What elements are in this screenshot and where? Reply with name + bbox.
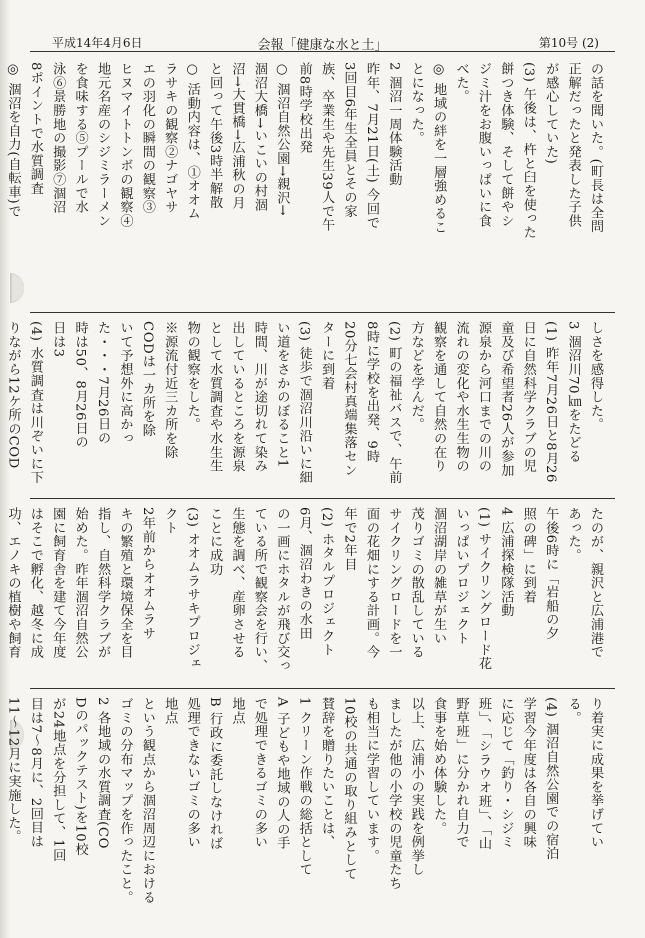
text-line: CODは一カ所を除	[139, 321, 155, 438]
text-line: 日に自然科学クラブの児	[520, 321, 536, 473]
text-line: サイクリングロードを一	[386, 507, 402, 659]
text-line	[0, 62, 1, 306]
text-line: 2 涸沼一周体験活動	[386, 62, 402, 187]
text-line: ている所で観察会を行い、	[251, 507, 267, 673]
text-line: 面の花畑にする計画。今	[363, 507, 379, 659]
text-line	[0, 697, 1, 932]
text-line: 昨年、7月21日(土) 今回で	[363, 62, 379, 230]
text-line: 族、卒業生や先生39人で午	[319, 62, 335, 232]
text-line: 年で2年目	[341, 507, 357, 572]
text-line: キの繁殖と環境保全を目	[117, 507, 133, 659]
text-line: 沼→大貫橋→広浦秋の月	[229, 62, 245, 210]
text-line: 前8時学校出発	[296, 62, 312, 154]
text-line: 茂りゴミの散乱している	[408, 507, 424, 659]
text-line: 10校の共通の取り組みとして	[341, 697, 357, 881]
text-line: た・・・7月26日の	[95, 321, 111, 445]
page-header	[30, 30, 615, 52]
text-line: 功、エノキの植樹や飼育	[5, 507, 21, 659]
text-line: (2) ホタルプロジェクト	[319, 507, 335, 657]
text-line: (1) 昨年7月26日と8月26	[543, 321, 559, 484]
text-line: (1) サイクリングロード花	[475, 507, 491, 671]
text-line: ◎ 涸沼を自力(自転車)で	[5, 62, 21, 219]
text-line: 観察を通して自然の在り	[431, 321, 447, 473]
text-tier-1	[5, 62, 606, 306]
text-line: ヒヌマイトトンボの観察④	[117, 62, 133, 228]
text-line: の話を聞いた。(町長は全問	[588, 62, 603, 234]
text-line	[0, 507, 1, 682]
text-line: 目は7～8月に、2回目は	[27, 697, 43, 849]
text-line: 食事を始め体験した。	[431, 697, 447, 835]
text-line: 賛辞を贈りたいことは、	[319, 697, 335, 849]
text-line: 地元名産のシジミラーメン	[95, 62, 111, 228]
text-line: 日は3	[50, 321, 66, 358]
header-rule	[30, 51, 615, 52]
text-line: として水質調査や水生生	[207, 321, 223, 473]
text-line: に応じて「釣り・シジミ	[498, 697, 514, 849]
text-line: 涸沼湖岸の雑草が生い	[431, 507, 447, 645]
text-line: の一画にホタルが飛び交っ	[274, 507, 290, 673]
text-line: Dのパックテスト)を10校	[72, 697, 88, 857]
header-date: 平成14年4月6日	[52, 36, 143, 50]
text-line: 指し、自然科学クラブが	[95, 507, 111, 659]
text-line: と回って午後3時半解散	[207, 62, 223, 209]
text-line: しさを感得した。	[588, 321, 603, 432]
text-line: 午後6時に「岩船の夕	[543, 507, 559, 641]
text-line: 始めた。昨年涸沼自然公	[72, 507, 88, 659]
header-issue: 第10号 (2)	[538, 36, 599, 50]
text-line: 泳⑥景勝地の撮影⑦涸沼	[50, 62, 66, 214]
text-tier-4	[5, 697, 606, 932]
text-line: 以上、広浦小の実践を例挙し	[408, 697, 424, 877]
text-line: 童及び希望者26人が参加	[498, 321, 514, 477]
text-line: (4) 涸沼自然公園での宿泊	[543, 697, 559, 861]
text-line: はそこで孵化、越冬に成	[27, 507, 43, 659]
text-line: り着実に成果を挙げてい	[588, 697, 603, 849]
text-line: 園に飼育舎を建て今年度	[50, 507, 66, 659]
text-line: も相当に学習しています。	[363, 697, 379, 863]
text-line: 出しているところを源泉	[229, 321, 245, 473]
text-line: ジミ汁をお腹いっぱいに食	[475, 62, 491, 228]
text-line: で処理できるゴミの多い	[251, 697, 267, 849]
text-tier-3	[5, 507, 606, 682]
text-line: 11～12月に実施した。	[5, 697, 21, 844]
text-line: 3回目6年生全員とその家	[341, 62, 357, 218]
text-line: 8時に学校を出発、9時	[363, 321, 379, 464]
text-line: 涸沼大橋→いこいの村涸	[251, 62, 267, 212]
text-line: B 行政に委託しなければ	[207, 697, 223, 851]
text-line: りながら12ケ所のCOD	[5, 321, 21, 469]
text-line: 時間、川が途切れて染み	[251, 321, 267, 473]
text-line: (3) オオムラサキプロジェクト	[162, 507, 200, 671]
text-line: 時は50、8月26日の	[72, 321, 88, 449]
text-line: ラサキの観察②ナゴヤサ	[162, 62, 178, 214]
text-line: 照の碑」に到着	[520, 507, 536, 604]
text-line: (3) 午後は、杵と臼を使った	[520, 62, 536, 240]
text-line: 地点	[229, 697, 245, 725]
text-line: 2 各地域の水質調査(CO	[95, 697, 111, 850]
text-line: を食味する⑤プールで水	[72, 62, 88, 214]
text-line: という観点から涸沼周辺における	[139, 697, 155, 904]
text-line: 源泉から河口までの川の	[475, 321, 491, 473]
text-line: ましたが他の小学校の児童たち	[386, 697, 402, 891]
tier-divider	[30, 498, 615, 499]
text-line: エの羽化の瞬間の観察③	[139, 62, 155, 214]
text-line: 地点	[162, 697, 178, 725]
text-line: (3) 徒歩で涸沼川沿いに細	[296, 321, 312, 485]
text-line: る。	[565, 697, 581, 725]
text-line: ことに成功	[207, 507, 223, 576]
text-line: A 子どもや地域の人の手	[274, 697, 290, 850]
text-line: とになった。	[408, 62, 424, 145]
text-line: たのが、親沢と広浦港で	[588, 507, 603, 659]
text-line: 8ポイントで水質調査	[27, 62, 43, 196]
text-line: 班」、「シラウオ班」、「山	[475, 697, 491, 850]
text-line: 野草班」に分かれ自力で	[453, 697, 469, 849]
text-line: 学習今年度は各自の興味	[520, 697, 536, 849]
text-line: ゴミの分布マップを作ったこと。	[117, 697, 133, 904]
text-line: が24地点を分担して、1回	[50, 697, 66, 862]
text-line: ※源流付近三カ所を除	[162, 321, 178, 459]
tier-divider	[30, 688, 615, 689]
text-line: 処理できないゴミの多い	[184, 697, 200, 849]
text-line: 20分七会村真端集落セン	[341, 321, 357, 477]
text-line: ◎ 地域の絆を一層強めるこ	[431, 62, 447, 235]
text-line	[0, 321, 1, 492]
text-line: (2) 町の福祉バスで、午前	[386, 321, 402, 485]
text-line: ○ 活動内容は、①オオム	[184, 62, 200, 221]
text-line: 餅つき体験、そして餅やシ	[498, 62, 514, 228]
text-line: い道をさかのぼること1	[274, 321, 290, 468]
text-line: あった。	[565, 507, 581, 563]
text-line: 正解だったと発表した子供	[565, 62, 581, 228]
text-line: べた。	[453, 62, 469, 104]
text-line: 方などを学んだ。	[408, 321, 424, 432]
text-line: が感心していた)	[543, 62, 559, 165]
text-line: (4) 水質調査は川ぞいに下	[27, 321, 43, 485]
text-line: 6月、涸沼わきの水田	[296, 507, 312, 641]
text-tier-2	[5, 321, 606, 492]
text-line: ○ 涸沼自然公園→親沢→	[274, 62, 290, 217]
text-line: 3 涸沼川70㎞をたどる	[565, 321, 581, 464]
header-title: 会報「健康な水と土」	[257, 38, 388, 53]
text-line: 4 広浦探検隊活動	[498, 507, 514, 618]
text-line: 1 クリーン作戦の総括として	[296, 697, 312, 877]
text-line: 2年前からオオムラサ	[139, 507, 155, 641]
text-line: いっぱいプロジェクト	[453, 507, 469, 645]
text-line: 生態を調べ、産卵させる	[229, 507, 245, 659]
text-line: 物の観察をした。	[184, 321, 200, 432]
text-line: ターに到着	[319, 321, 335, 390]
tier-divider	[30, 312, 615, 313]
text-line: 流れの変化や水生生物の	[453, 321, 469, 473]
text-line: いて予想外に高かっ	[117, 321, 133, 446]
